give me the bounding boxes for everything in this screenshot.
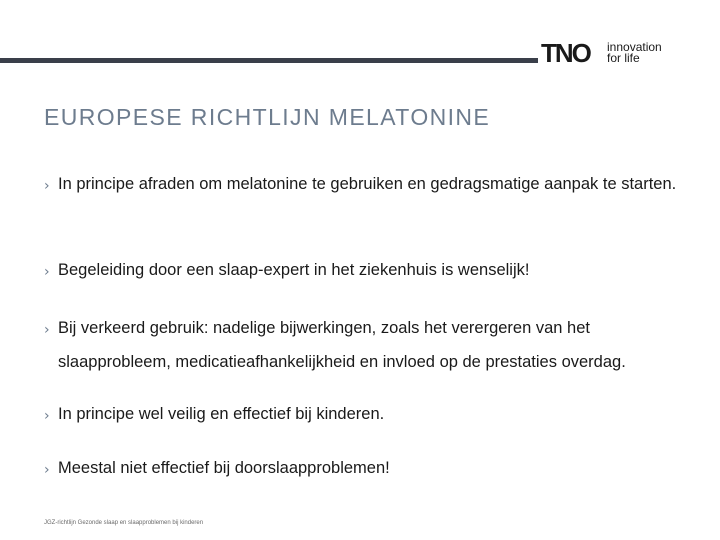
logo-mark: TNO [541, 38, 590, 68]
logo-tagline-line-1: innovation [607, 40, 662, 54]
slide-title: EUROPESE RICHTLIJN MELATONINE [44, 104, 491, 130]
chevron-right-icon: › [44, 322, 50, 338]
chevron-right-icon: › [44, 462, 50, 478]
bullet-text: In principe wel veilig en effectief bij kinderen. [58, 405, 385, 423]
header-rule [0, 58, 538, 63]
chevron-right-icon: › [44, 264, 50, 280]
chevron-right-icon: › [44, 408, 50, 424]
logo-tagline [607, 42, 677, 64]
bullet-text: Begeleiding door een slaap-expert in het ziekenhuis is wenselijk! [58, 261, 530, 279]
bullet-text: Bij verkeerd gebruik: nadelige bijwerkingen, zoals het verergeren van het slaapprobleem, medicatieafhankelijkheid en invloed op de prestaties overdag. [58, 319, 626, 371]
bullet-text: Meestal niet effectief bij doorslaapproblemen! [58, 459, 390, 477]
logo-tagline-line-2: for life [607, 51, 640, 65]
bullet-text: In principe afraden om melatonine te gebruiken en gedragsmatige aanpak te starten. [58, 175, 677, 193]
chevron-right-icon: › [44, 178, 50, 194]
footer-source: JGZ-richtlijn Gezonde slaap en slaapproblemen bij kinderen [44, 520, 204, 526]
